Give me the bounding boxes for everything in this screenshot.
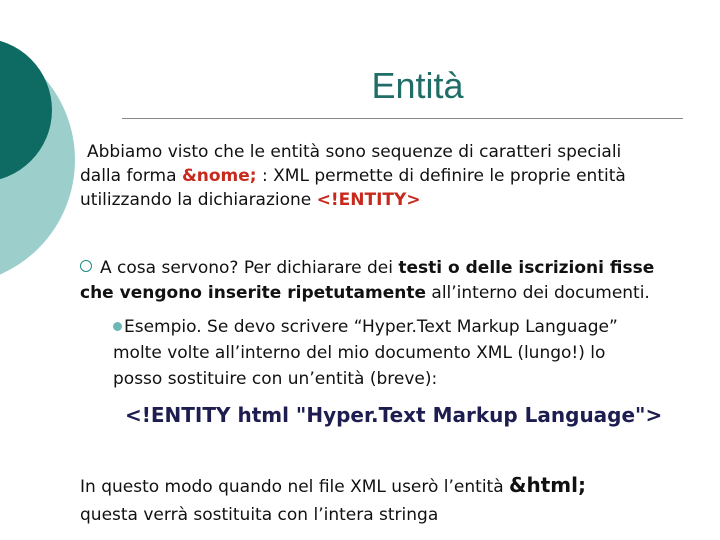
intro-line-2: dalla forma &nome; : XML permette di definire le proprie entità (80, 166, 626, 186)
sub-bullet-line-2: molte volte all’interno del mio documento XML (lungo!) lo (113, 343, 606, 363)
circle-bullet-icon (80, 260, 92, 272)
entity-declaration-keyword: <!ENTITY> (316, 190, 421, 210)
slide-title: Entità (371, 65, 464, 106)
intro-line-1: Abbiamo visto che le entità sono sequenze di caratteri speciali (87, 142, 622, 162)
bullet-line-2: che vengono inserite ripetutamente all’interno dei documenti. (80, 283, 650, 303)
sub-bullet-line-3: posso sostituire con un’entità (breve): (113, 369, 438, 389)
entity-syntax: &nome; (181, 166, 257, 186)
title-divider (122, 118, 683, 119)
decorative-circles (0, 0, 80, 300)
closing-line-2: questa verrà sostituita con l’intera stringa (80, 505, 439, 525)
entity-reference: &html; (509, 473, 586, 497)
dot-bullet-icon (113, 322, 122, 331)
sub-bullet-line-1: Esempio. Se devo scrivere “Hyper.Text Markup Language” (113, 315, 618, 339)
entity-declaration-example: <!ENTITY html "Hyper.Text Markup Language"> (125, 403, 663, 427)
intro-line-3: utilizzando la dichiarazione <!ENTITY> (80, 190, 421, 210)
closing-line-1: In questo modo quando nel file XML userò l’entità &html; (80, 473, 586, 497)
bullet-line-1: A cosa servono? Per dichiarare dei testi o delle iscrizioni fisse (80, 256, 654, 280)
